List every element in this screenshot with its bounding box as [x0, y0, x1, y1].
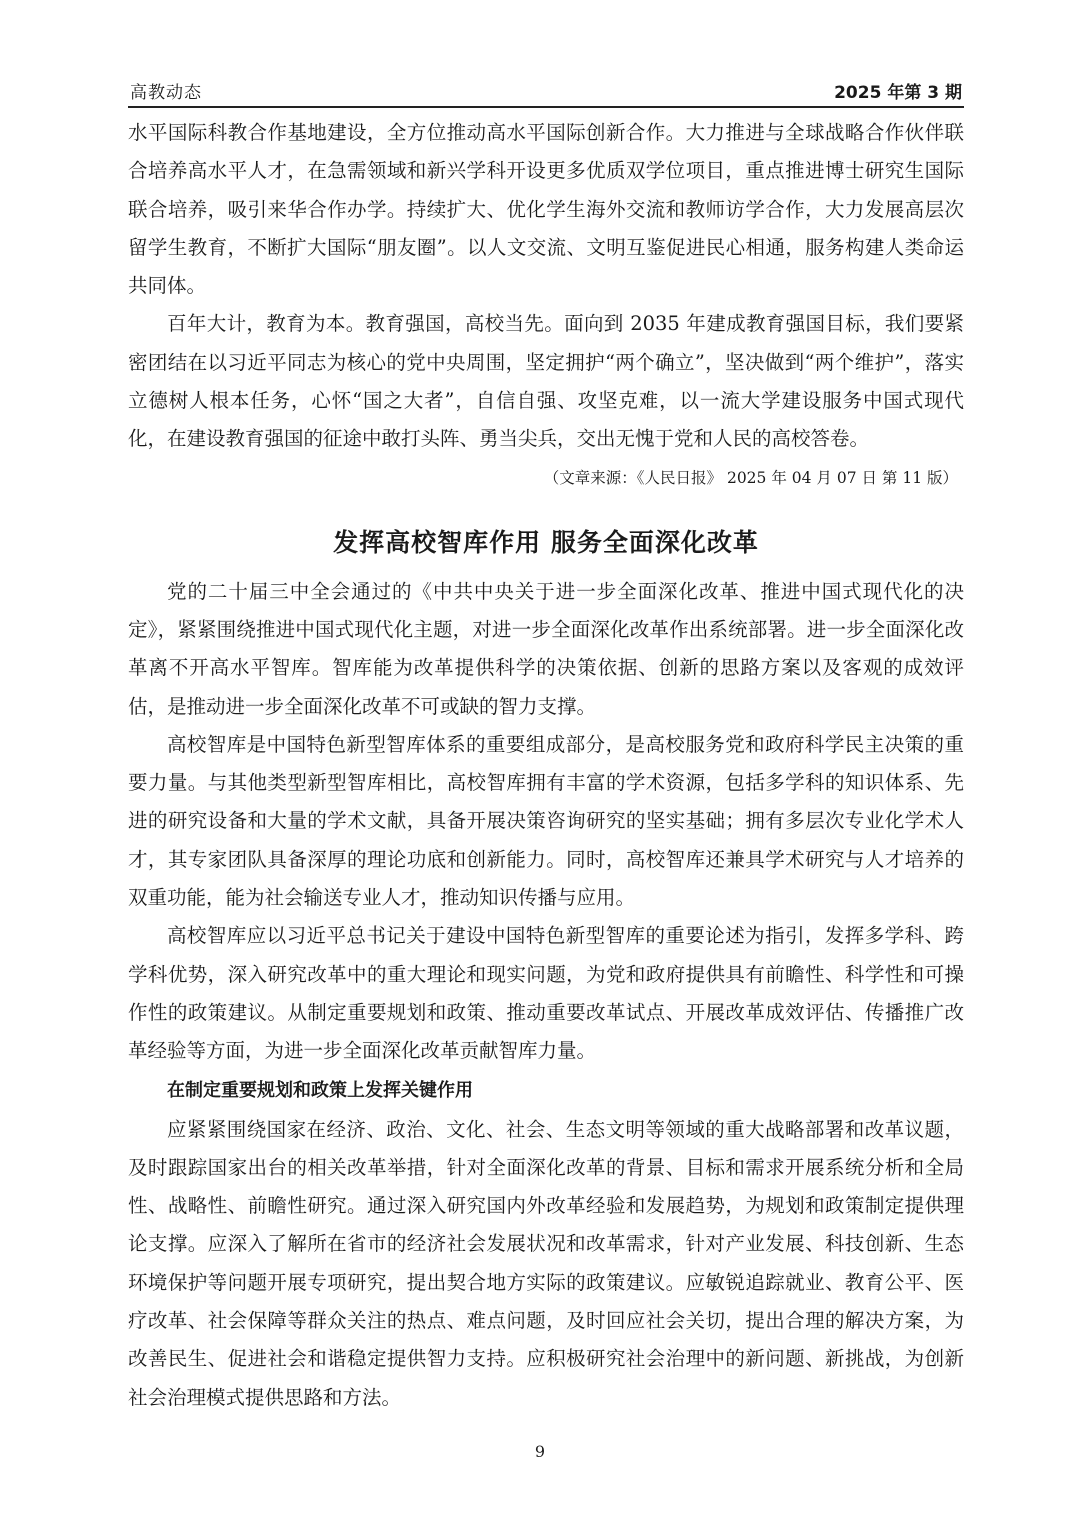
- body-paragraph: 高校智库应以习近平总书记关于建设中国特色新型智库的重要论述为指引，发挥多学科、跨学科优势，深入研究改革中的重大理论和现实问题，为党和政府提供具有前瞻性、科学性和可操作性的政策建议。从制定重要规划和政策、推动重要改革试点、开展改革成效评估、传播推广改革经验等方面，为进一步全面深化改革贡献智库力量。: [128, 924, 964, 1063]
- body-paragraph: 应紧紧围绕国家在经济、政治、文化、社会、生态文明等领域的重大战略部署和改革议题，及时跟踪国家出台的相关改革举措，针对全面深化改革的背景、目标和需求开展系统分析和全局性、战略性、前瞻性研究。通过深入研究国内外改革经验和发展趋势，为规划和政策制定提供理论支撑。应深入了解所在省市的经济社会发展状况和改革需求，针对产业发展、科技创新、生态环境保护等问题开展专项研究，提出契合地方实际的政策建议。应敏锐追踪就业、教育公平、医疗改革、社会保障等群众关注的热点、难点问题，及时回应社会关切，提出合理的解决方案，为改善民生、促进社会和谐稳定提供智力支持。应积极研究社会治理中的新问题、新挑战，为创新社会治理模式提供思路和方法。: [128, 1117, 964, 1409]
- issue-number: 2025 年第 3 期: [834, 83, 962, 103]
- body-paragraph: 高校智库是中国特色新型智库体系的重要组成部分，是高校服务党和政府科学民主决策的重要力量。与其他类型新型智库相比，高校智库拥有丰富的学术资源，包括多学科的知识体系、先进的研究设备和大量的学术文献，具备开展决策咨询研究的坚实基础；拥有多层次专业化学术人才，其专家团队具备深厚的理论功底和创新能力。同时，高校智库还兼具学术研究与人才培养的双重功能，能为社会输送专业人才，推动知识传播与应用。: [128, 732, 964, 910]
- running-header: [128, 76, 964, 108]
- section-subheading: 在制定重要规划和政策上发挥关键作用: [167, 1079, 473, 1101]
- closing-paragraph: 百年大计，教育为本。教育强国，高校当先。面向到 2035 年建成教育强国目标，我们要紧密团结在以习近平同志为核心的党中央周围，坚定拥护“两个确立”，坚决做到“两个维护”，落实立德树人根本任务，心怀“国之大者”，自信自强、攻坚克难，以一流大学建设服务中国式现代化，在建设教育强国的征途中敢打头阵、勇当尖兵，交出无愧于党和人民的高校答卷。: [128, 312, 964, 451]
- continued-paragraph: 水平国际科教合作基地建设，全方位推动高水平国际创新合作。大力推进与全球战略合作伙伴联合培养高水平人才，在急需领域和新兴学科开设更多优质双学位项目，重点推进博士研究生国际联合培养，吸引来华合作办学。持续扩大、优化学生海外交流和教师访学合作，大力发展高层次留学生教育，不断扩大国际“朋友圈”。以人文交流、文明互鉴促进民心相通，服务构建人类命运共同体。: [128, 121, 964, 298]
- body-paragraph: 党的二十届三中全会通过的《中共中央关于进一步全面深化改革、推进中国式现代化的决定》，紧紧围绕推进中国式现代化主题，对进一步全面深化改革作出系统部署。进一步全面深化改革离不开高水平智库。智库能为改革提供科学的决策依据、创新的思路方案以及客观的成效评估，是推动进一步全面深化改革不可或缺的智力支撑。: [128, 579, 964, 718]
- article-source: （文章来源：《人民日报》 2025 年 04 月 07 日 第 11 版）: [543, 468, 958, 487]
- page-content: [128, 114, 964, 1417]
- page-number: 9: [534, 1442, 546, 1461]
- journal-name: 高教动态: [130, 83, 202, 103]
- article-title: 发挥高校智库作用 服务全面深化改革: [333, 527, 759, 557]
